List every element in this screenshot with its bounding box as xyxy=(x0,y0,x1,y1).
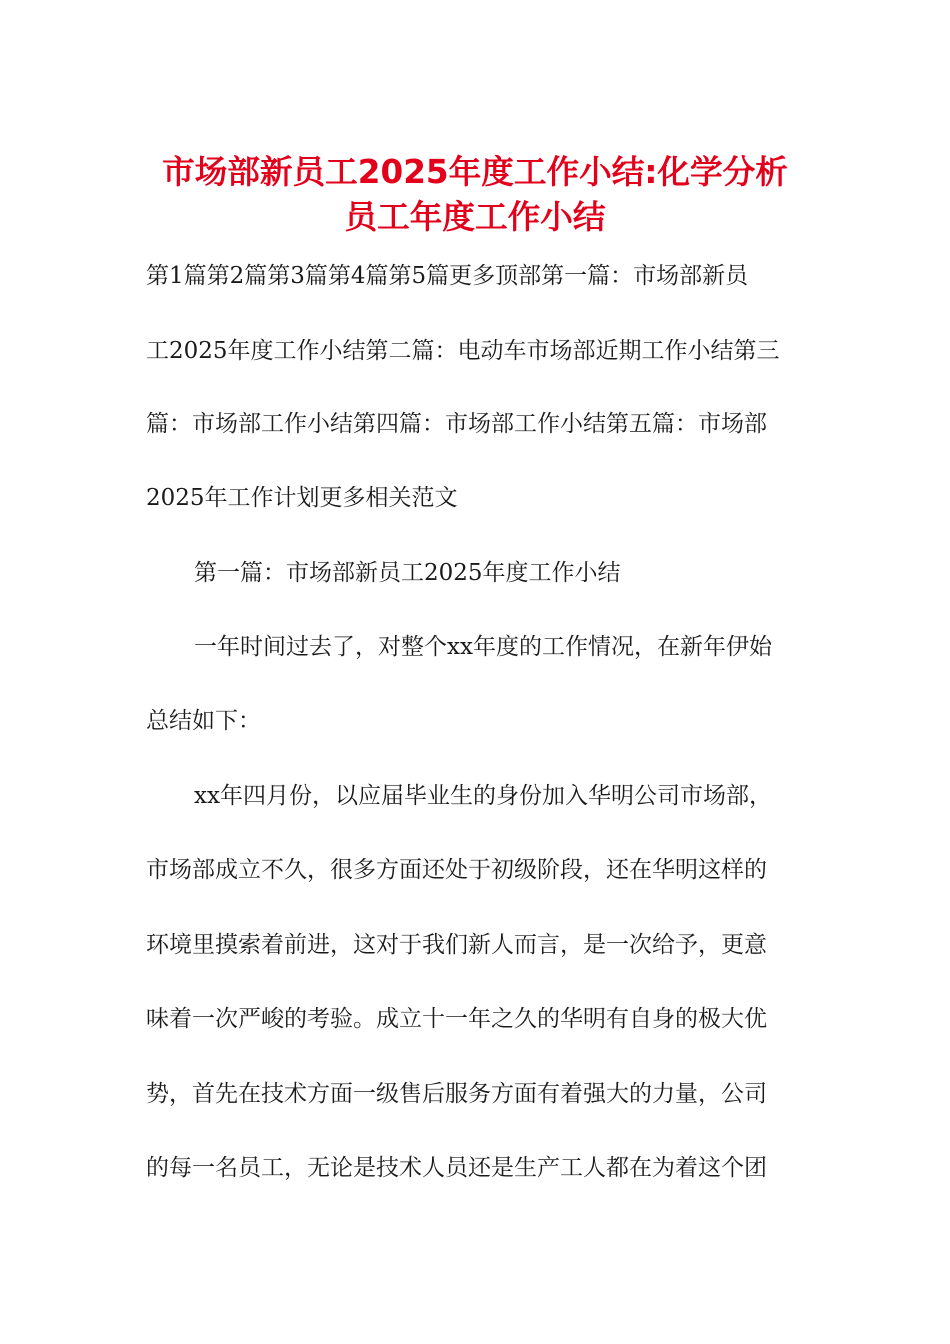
body-line: 市场部成立不久，很多方面还处于初级阶段，还在华明这样的 xyxy=(146,857,767,883)
body-line: 势，首先在技术方面一级售后服务方面有着强大的力量，公司 xyxy=(146,1081,767,1107)
body-line: 味着一次严峻的考验。成立十一年之久的华明有自身的极大优 xyxy=(146,1006,767,1032)
body-line: 篇：市场部工作小结第四篇：市场部工作小结第五篇：市场部 xyxy=(146,411,767,437)
body-line: xx年四月份，以应届毕业生的身份加入华明公司市场部， xyxy=(194,783,772,809)
body-line: 2025年工作计划更多相关范文 xyxy=(146,485,458,511)
body-line: 第1篇第2篇第3篇第4篇第5篇更多顶部第一篇：市场部新员 xyxy=(146,263,749,289)
document-title-line-1: 市场部新员工2025年度工作小结:化学分析 xyxy=(162,153,788,191)
body-line: 一年时间过去了，对整个xx年度的工作情况，在新年伊始 xyxy=(194,634,772,660)
body-line: 总结如下： xyxy=(146,708,261,734)
section-heading: 第一篇：市场部新员工2025年度工作小结 xyxy=(194,560,621,586)
body-line: 的每一名员工，无论是技术人员还是生产工人都在为着这个团 xyxy=(146,1155,767,1181)
body-line: 工2025年度工作小结第二篇：电动车市场部近期工作小结第三 xyxy=(146,338,780,364)
document-title-line-2: 员工年度工作小结 xyxy=(344,198,606,236)
body-line: 环境里摸索着前进，这对于我们新人而言，是一次给予，更意 xyxy=(146,932,767,958)
